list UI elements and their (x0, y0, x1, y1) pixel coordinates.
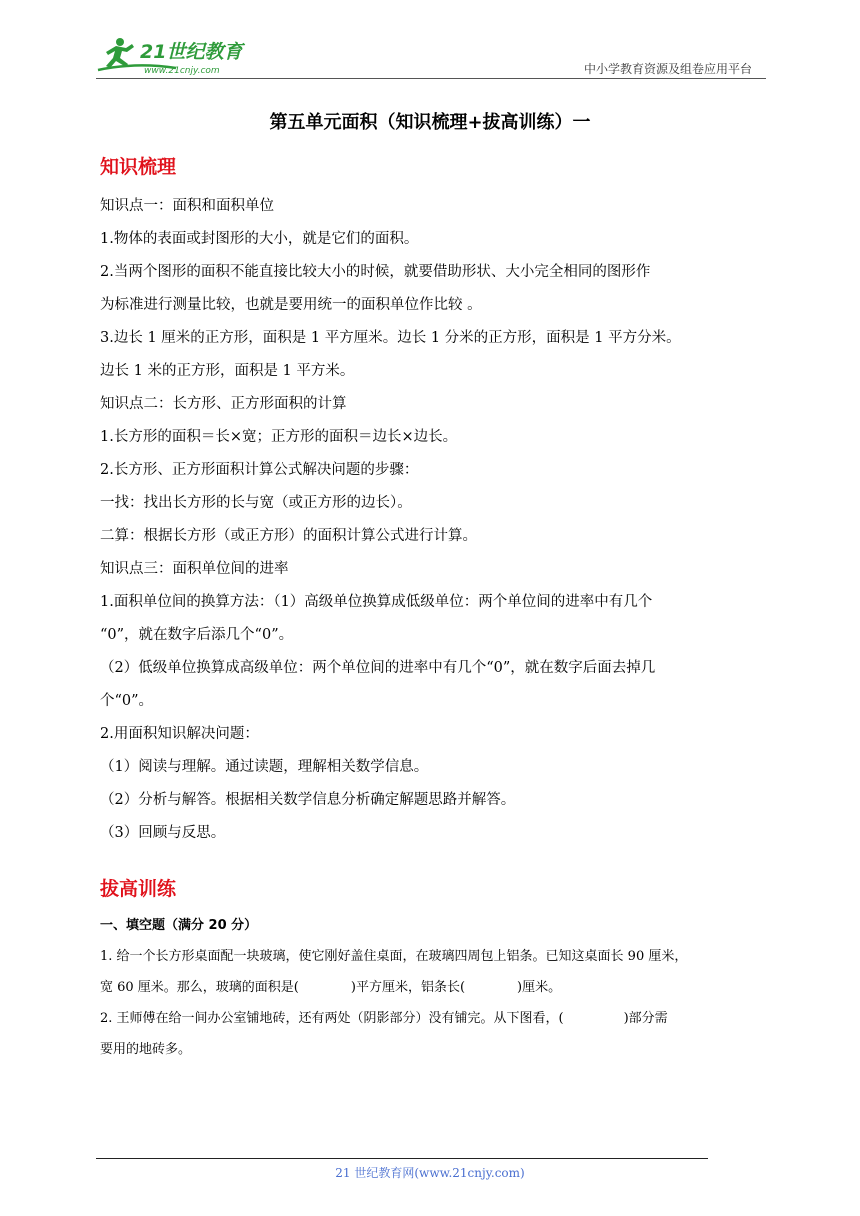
knowledge-line: 个“0”。 (100, 693, 154, 709)
knowledge-line: 2.长方形、正方形面积计算公式解决问题的步骤： (100, 462, 419, 478)
knowledge-line: 二算：根据长方形（或正方形）的面积计算公式进行计算。 (100, 528, 477, 544)
runner-icon (106, 38, 134, 68)
knowledge-line: 知识点一：面积和面积单位 (100, 198, 274, 214)
knowledge-line: 3.边长 1 厘米的正方形，面积是 1 平方厘米。边长 1 分米的正方形，面积是 1 平方分米。 (100, 330, 681, 346)
question-text: )部分需 (623, 1011, 668, 1026)
section-training-title: 拔高训练 (100, 878, 177, 900)
knowledge-line: 边长 1 米的正方形，面积是 1 平方米。 (100, 363, 355, 379)
platform-name: 中小学教育资源及组卷应用平台 (583, 62, 752, 76)
knowledge-line: 2.用面积知识解决问题： (100, 726, 259, 742)
question-1-line-2 (100, 972, 762, 1003)
question-text: 2. 王师傅在给一间办公室铺地砖，还有两处（阴影部分）没有铺完。从下图看，( (100, 1011, 564, 1026)
site-logo (96, 34, 266, 78)
knowledge-line: （2）分析与解答。根据相关数学信息分析确定解题思路并解答。 (100, 792, 516, 808)
page-header (96, 30, 766, 78)
knowledge-line: 一找：找出长方形的长与宽（或正方形的边长）。 (100, 495, 412, 511)
logo-url: www.21cnjy.com (144, 66, 220, 76)
knowledge-line: （3）回顾与反思。 (100, 825, 226, 841)
question-2-line-2: 要用的地砖多。 (100, 1042, 192, 1057)
knowledge-line: （2）低级单位换算成高级单位：两个单位间的进率中有几个“0”，就在数字后面去掉几 (100, 660, 656, 676)
knowledge-line: （1）阅读与理解。通过读题，理解相关数学信息。 (100, 759, 429, 775)
knowledge-line: “0”，就在数字后添几个“0”。 (100, 627, 294, 643)
question-text: )平方厘米，铝条长( (350, 980, 466, 995)
knowledge-content (100, 190, 762, 850)
question-text: )厘米。 (517, 980, 562, 995)
exercise-heading: 一、填空题（满分 20 分） (100, 918, 258, 933)
question-text: 宽 60 厘米。那么，玻璃的面积是( (100, 980, 299, 995)
footer-text: 21 世纪教育网(www.21cnjy.com) (335, 1166, 525, 1180)
knowledge-line: 1.物体的表面或封图形的大小，就是它们的面积。 (100, 231, 419, 247)
knowledge-line: 1.长方形的面积＝长×宽；正方形的面积＝边长×边长。 (100, 429, 458, 445)
section-knowledge-title: 知识梳理 (100, 156, 177, 178)
knowledge-line: 知识点二：长方形、正方形面积的计算 (100, 396, 347, 412)
knowledge-line: 2.当两个图形的面积不能直接比较大小的时候，就要借助形状、大小完全相同的图形作 (100, 264, 651, 280)
knowledge-line: 为标准进行测量比较，也就是要用统一的面积单位作比较 。 (100, 297, 482, 313)
knowledge-line: 1.面积单位间的换算方法：（1）高级单位换算成低级单位：两个单位间的进率中有几个 (100, 594, 653, 610)
footer-divider (96, 1158, 708, 1159)
header-divider (96, 78, 766, 79)
question-1-line-1: 1. 给一个长方形桌面配一块玻璃，使它刚好盖住桌面，在玻璃四周包上铝条。已知这桌面长 90 厘米， (100, 949, 688, 964)
document-title: 第五单元面积（知识梳理+拔高训练）一 (269, 112, 591, 133)
question-2-line-1 (100, 1003, 762, 1034)
logo-text: 21世纪教育 (140, 41, 243, 63)
knowledge-line: 知识点三：面积单位间的进率 (100, 561, 289, 577)
exercise-content (100, 910, 762, 1065)
